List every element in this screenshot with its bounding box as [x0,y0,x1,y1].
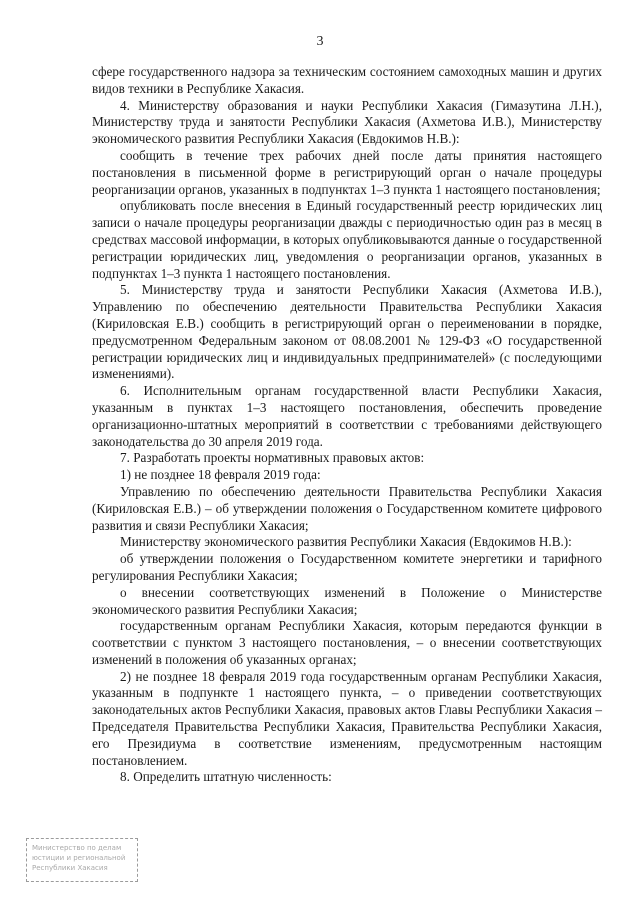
stamp-line: юстиции и региональной [32,854,126,862]
paragraph: опубликовать после внесения в Единый государственный реестр юридических лиц записи о начале процедуры реорганизации дважды с периодичностью один раз в месяц в средствах массовой информации, в которых опубликовываются данные о государственной регистрации юридических лиц, уведомления о реорганизации органов, указанных в подпунктах 1–3 пункта 1 настоящего постановления. [92,198,602,281]
paragraph: о внесении соответствующих изменений в Положение о Министерстве экономического развития Республики Хакасия; [92,584,602,617]
paragraph: Управлению по обеспечению деятельности Правительства Республики Хакасия (Кириловская Е.В.) – об утверждении положения о Государственном комитете цифрового развития и связи Республики Хакасия; [92,483,602,533]
paragraph: сфере государственного надзора за техническим состоянием самоходных машин и других видов техники в Республике Хакасия. [92,64,602,96]
paragraph: 4. Министерству образования и науки Республики Хакасия (Гимазутина Л.Н.), Министерству труда и занятости Республики Хакасия (Ахметова И.В.), Министерству экономического развития Республики Хакасия (Евдокимов Н.В.): [92,97,602,147]
page-number: 3 [316,34,324,49]
document-body [92,64,602,786]
stamp-line: Республики Хакасия [32,864,108,872]
paragraph: 5. Министерству труда и занятости Республики Хакасия (Ахметова И.В.), Управлению по обеспечению деятельности Правительства Республики Хакасия (Кириловская Е.В.) сообщить в регистрирующий орган о переименовании в порядке, предусмотренном Федеральным законом от 08.08.2001 № 129-ФЗ «О государственной регистрации юридических лиц и индивидуальных предпринимателей» (с последующими изменениями). [92,282,602,382]
paragraph: государственным органам Республики Хакасия, которым передаются функции в соответствии с пунктом 3 настоящего постановления, – о внесении соответствующих изменений в положения об указанных органах; [92,618,602,667]
registration-stamp [26,838,138,882]
paragraph: 8. Определить штатную численность: [120,769,332,785]
paragraph: 1) не позднее 18 февраля 2019 года: [120,467,321,483]
paragraph: 7. Разработать проекты нормативных правовых актов: [120,450,425,466]
paragraph: Министерству экономического развития Республики Хакасия (Евдокимов Н.В.): [120,534,572,550]
stamp-line: Министерство по делам [32,844,122,852]
paragraph: 6. Исполнительным органам государственной власти Республики Хакасия, указанным в пунктах 1–3 настоящего постановления, обеспечить проведение организационно-штатных мероприятий в соответствии с требованиями действующего законодательства до 30 апреля 2019 года. [92,383,602,449]
paragraph: 2) не позднее 18 февраля 2019 года государственным органам Республики Хакасия, указанным в подпункте 1 настоящего пункта, – о приведении соответствующих законодательных актов Республики Хакасия, правовых актов Главы Республики Хакасия – Председателя Правительства Республики Хакасия, Правительства Республики Хакасия, его Президиума в соответствие изменениям, предусмотренным настоящим постановлением. [92,668,602,768]
paragraph: об утверждении положения о Государственном комитете энергетики и тарифного регулирования Республики Хакасия; [92,551,602,583]
paragraph: сообщить в течение трех рабочих дней после даты принятия настоящего постановления в письменной форме в регистрирующий орган о начале процедуры реорганизации органов, указанных в подпунктах 1–3 пункта 1 настоящего постановления; [92,147,602,197]
